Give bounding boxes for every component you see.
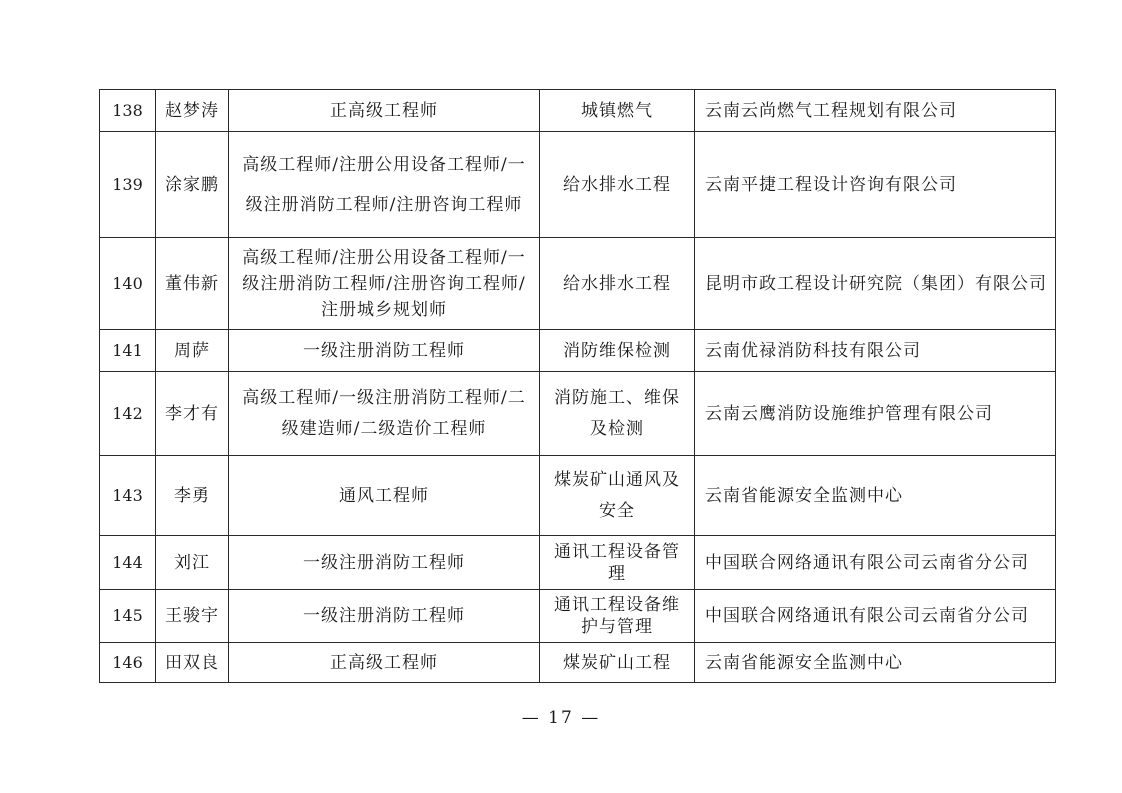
organization: 云南优禄消防科技有限公司: [695, 330, 1056, 372]
expert-roster-table: [99, 89, 1056, 683]
specialty-field: 消防施工、维保及检测: [540, 372, 695, 456]
table-row: [100, 643, 1056, 683]
table-row: [100, 330, 1056, 372]
row-number: 144: [100, 536, 156, 590]
specialty-field: 煤炭矿山通风及安全: [540, 456, 695, 536]
row-number: 141: [100, 330, 156, 372]
professional-title: 高级工程师/注册公用设备工程师/一级注册消防工程师/注册咨询工程师: [229, 132, 540, 238]
organization: 云南省能源安全监测中心: [695, 643, 1056, 683]
page-number: — 17 —: [521, 708, 601, 728]
row-number: 140: [100, 238, 156, 330]
organization: 中国联合网络通讯有限公司云南省分公司: [695, 536, 1056, 590]
professional-title: 正高级工程师: [229, 643, 540, 683]
person-name: 赵梦涛: [156, 90, 229, 132]
table-row: [100, 456, 1056, 536]
table-row: [100, 372, 1056, 456]
person-name: 田双良: [156, 643, 229, 683]
table-row: [100, 590, 1056, 643]
person-name: 董伟新: [156, 238, 229, 330]
specialty-field: 通讯工程设备管理: [540, 536, 695, 590]
specialty-field: 通讯工程设备维护与管理: [540, 590, 695, 643]
table-row: [100, 238, 1056, 330]
specialty-field: 煤炭矿山工程: [540, 643, 695, 683]
table-row: [100, 132, 1056, 238]
row-number: 143: [100, 456, 156, 536]
specialty-field: 消防维保检测: [540, 330, 695, 372]
row-number: 146: [100, 643, 156, 683]
table-row: [100, 536, 1056, 590]
row-number: 142: [100, 372, 156, 456]
specialty-field: 给水排水工程: [540, 238, 695, 330]
organization: 云南云鹰消防设施维护管理有限公司: [695, 372, 1056, 456]
professional-title: 正高级工程师: [229, 90, 540, 132]
organization: 云南省能源安全监测中心: [695, 456, 1056, 536]
organization: 云南云尚燃气工程规划有限公司: [695, 90, 1056, 132]
person-name: 涂家鹏: [156, 132, 229, 238]
row-number: 145: [100, 590, 156, 643]
person-name: 李勇: [156, 456, 229, 536]
organization: 中国联合网络通讯有限公司云南省分公司: [695, 590, 1056, 643]
table-row: [100, 90, 1056, 132]
professional-title: 一级注册消防工程师: [229, 330, 540, 372]
person-name: 周萨: [156, 330, 229, 372]
organization: 昆明市政工程设计研究院（集团）有限公司: [695, 238, 1056, 330]
professional-title: 一级注册消防工程师: [229, 536, 540, 590]
professional-title: 通风工程师: [229, 456, 540, 536]
person-name: 刘江: [156, 536, 229, 590]
row-number: 139: [100, 132, 156, 238]
person-name: 李才有: [156, 372, 229, 456]
person-name: 王骏宇: [156, 590, 229, 643]
professional-title: 高级工程师/一级注册消防工程师/二级建造师/二级造价工程师: [229, 372, 540, 456]
row-number: 138: [100, 90, 156, 132]
professional-title: 高级工程师/注册公用设备工程师/一级注册消防工程师/注册咨询工程师/注册城乡规划师: [229, 238, 540, 330]
specialty-field: 城镇燃气: [540, 90, 695, 132]
organization: 云南平捷工程设计咨询有限公司: [695, 132, 1056, 238]
specialty-field: 给水排水工程: [540, 132, 695, 238]
professional-title: 一级注册消防工程师: [229, 590, 540, 643]
